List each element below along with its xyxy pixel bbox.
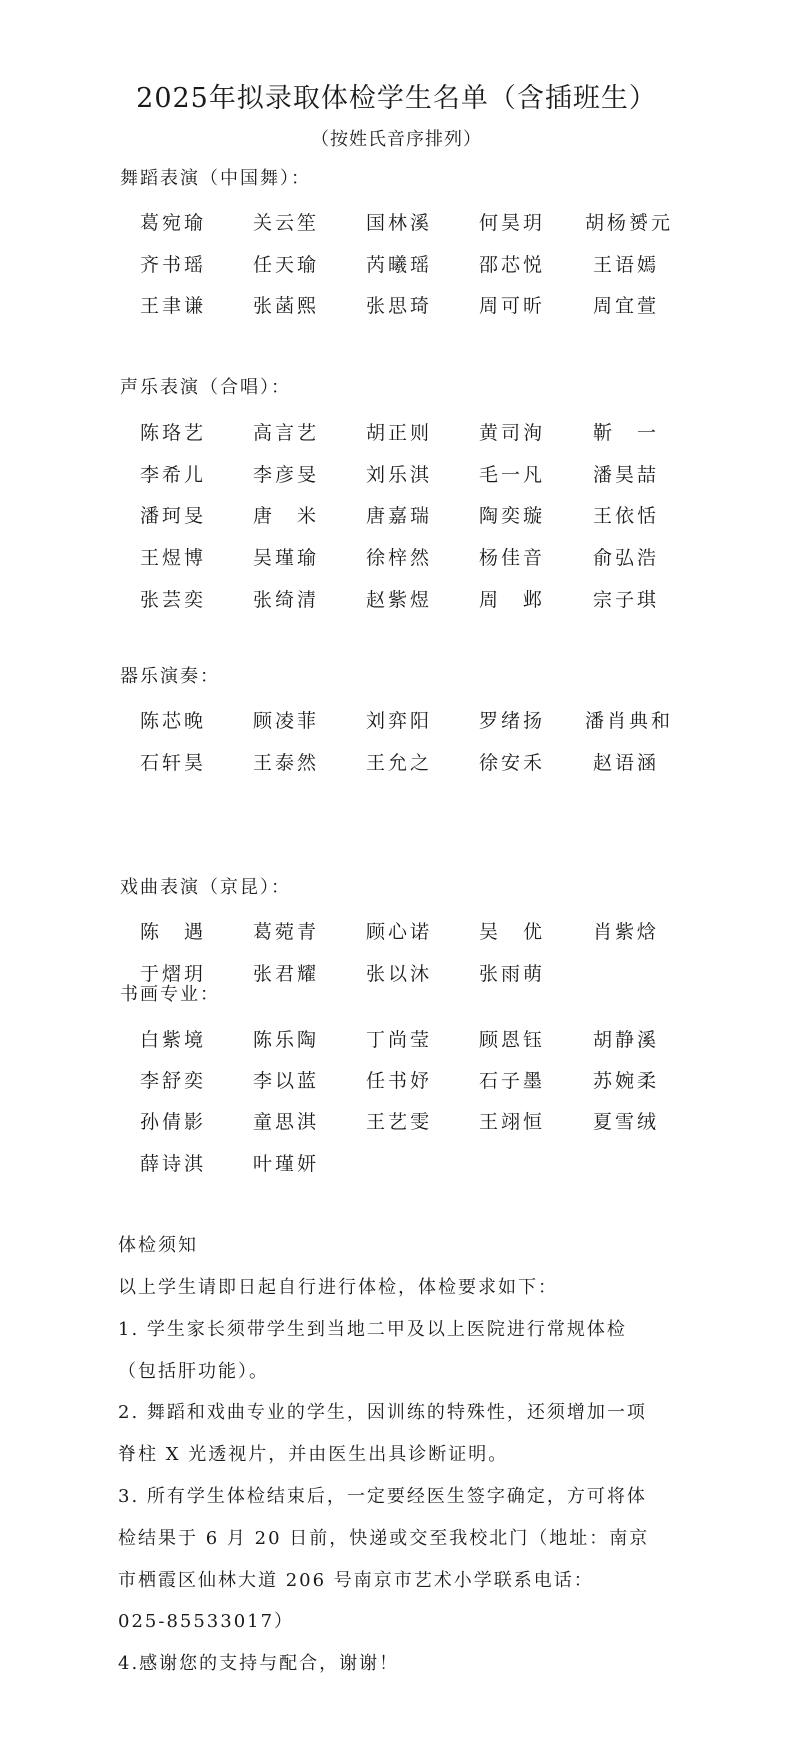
student-name: 苏婉柔 — [593, 1070, 660, 1092]
student-name: 唐嘉瑞 — [366, 505, 433, 527]
section-heading: 器乐演奏： — [120, 666, 220, 687]
student-name: 肖紫焓 — [593, 921, 660, 943]
student-name: 罗绪扬 — [479, 710, 546, 732]
page-title: 2025年拟录取体检学生名单（含插班生） — [136, 83, 657, 114]
student-name: 黄司洵 — [479, 422, 546, 444]
notice-line: 脊柱 X 光透视片，并由医生出具诊断证明。 — [118, 1444, 509, 1466]
student-name: 丁尚莹 — [366, 1029, 433, 1051]
student-name: 吴瑾瑜 — [253, 547, 320, 569]
section-heading: 声乐表演（合唱）： — [120, 377, 291, 398]
student-name: 王语嫣 — [593, 254, 660, 276]
student-name: 王翊恒 — [479, 1111, 546, 1133]
student-name: 白紫境 — [140, 1029, 207, 1051]
student-name: 关云笙 — [253, 212, 320, 234]
student-name: 张芸奕 — [140, 589, 207, 611]
student-name: 于熠玥 — [140, 963, 207, 985]
student-name: 王泰然 — [253, 752, 320, 774]
student-name: 张绮清 — [253, 589, 320, 611]
student-name: 徐梓然 — [366, 547, 433, 569]
student-name: 石子墨 — [479, 1070, 546, 1092]
student-name: 高言艺 — [253, 422, 320, 444]
student-name: 薛诗淇 — [140, 1153, 207, 1175]
student-name: 潘肖典和 — [585, 710, 674, 732]
student-name: 童思淇 — [253, 1111, 320, 1133]
student-name: 石轩昊 — [140, 752, 207, 774]
student-name: 张思琦 — [366, 295, 433, 317]
student-name: 任书妤 — [366, 1070, 433, 1092]
student-name: 宗子琪 — [593, 589, 660, 611]
student-name: 唐 米 — [253, 505, 320, 527]
notice-line: 市栖霞区仙林大道 206 号南京市艺术小学联系电话： — [118, 1569, 594, 1591]
student-name: 任天瑜 — [253, 254, 320, 276]
student-name: 胡正则 — [366, 422, 433, 444]
student-name: 张雨萌 — [479, 963, 546, 985]
student-name: 王煜博 — [140, 547, 207, 569]
student-name: 李以蓝 — [253, 1070, 320, 1092]
student-name: 张菡熙 — [253, 295, 320, 317]
student-name: 吴 优 — [479, 921, 546, 943]
notice-line: 2. 舞蹈和戏曲专业的学生，因训练的特殊性，还须增加一项 — [118, 1402, 647, 1424]
notice-line: 以上学生请即日起自行进行体检，体检要求如下： — [118, 1277, 558, 1298]
student-name: 赵语涵 — [593, 752, 660, 774]
student-name: 张君耀 — [253, 963, 320, 985]
student-name: 芮曦瑶 — [366, 254, 433, 276]
student-name: 李彦旻 — [253, 464, 320, 486]
student-name: 王依恬 — [593, 505, 660, 527]
student-name: 赵紫煜 — [366, 589, 433, 611]
student-name: 刘弈阳 — [366, 710, 433, 732]
student-name: 顾凌菲 — [253, 710, 320, 732]
student-name: 齐书瑶 — [140, 254, 207, 276]
student-name: 陈乐陶 — [253, 1029, 320, 1051]
student-name: 陶奕璇 — [479, 505, 546, 527]
student-name: 王允之 — [366, 752, 433, 774]
notice-line: 1. 学生家长须带学生到当地二甲及以上医院进行常规体检 — [118, 1318, 627, 1340]
page-subtitle: （按姓氏音序排列） — [311, 129, 482, 150]
student-name: 靳 一 — [593, 422, 660, 444]
section-heading: 舞蹈表演（中国舞）： — [120, 168, 311, 189]
student-name: 胡杨赟元 — [585, 212, 674, 234]
student-name: 潘珂旻 — [140, 505, 207, 527]
notice-line: 025-85533017） — [118, 1611, 295, 1633]
student-name: 周可昕 — [479, 295, 546, 317]
student-name: 顾恩钰 — [479, 1029, 546, 1051]
student-name: 陈珞艺 — [140, 422, 207, 444]
student-name: 徐安禾 — [479, 752, 546, 774]
student-name: 孙倩影 — [140, 1111, 207, 1133]
student-name: 俞弘浩 — [593, 547, 660, 569]
student-name: 国林溪 — [366, 212, 433, 234]
section-heading: 戏曲表演（京昆）： — [120, 877, 291, 898]
student-name: 张以沐 — [366, 963, 433, 985]
notice-heading: 体检须知 — [118, 1235, 198, 1256]
student-name: 邵芯悦 — [479, 254, 546, 276]
student-name: 葛菀青 — [253, 921, 320, 943]
student-name: 何昊玥 — [479, 212, 546, 234]
student-name: 陈 遇 — [140, 921, 207, 943]
student-name: 毛一凡 — [479, 464, 546, 486]
student-name: 王聿谦 — [140, 295, 207, 317]
notice-line: （包括肝功能）。 — [118, 1360, 269, 1382]
student-name: 胡静溪 — [593, 1029, 660, 1051]
notice-line: 检结果于 6 月 20 日前，快递或交至我校北门（地址：南京 — [118, 1527, 650, 1549]
student-name: 周宜萱 — [593, 295, 660, 317]
notice-line: 4.感谢您的支持与配合，谢谢！ — [118, 1653, 400, 1675]
student-name: 葛宛瑜 — [140, 212, 207, 234]
student-name: 潘昊喆 — [593, 464, 660, 486]
student-name: 顾心诺 — [366, 921, 433, 943]
student-name: 叶瑾妍 — [253, 1153, 320, 1175]
student-name: 陈芯晚 — [140, 710, 207, 732]
student-name: 周 邺 — [479, 589, 546, 611]
student-name: 李舒奕 — [140, 1070, 207, 1092]
student-name: 李希儿 — [140, 464, 207, 486]
section-heading: 书画专业： — [120, 984, 220, 1005]
student-name: 夏雪绒 — [593, 1111, 660, 1133]
student-name: 刘乐淇 — [366, 464, 433, 486]
student-name: 杨佳音 — [479, 547, 546, 569]
student-name: 王艺雯 — [366, 1111, 433, 1133]
notice-line: 3. 所有学生体检结束后，一定要经医生签字确定，方可将体 — [118, 1486, 647, 1507]
